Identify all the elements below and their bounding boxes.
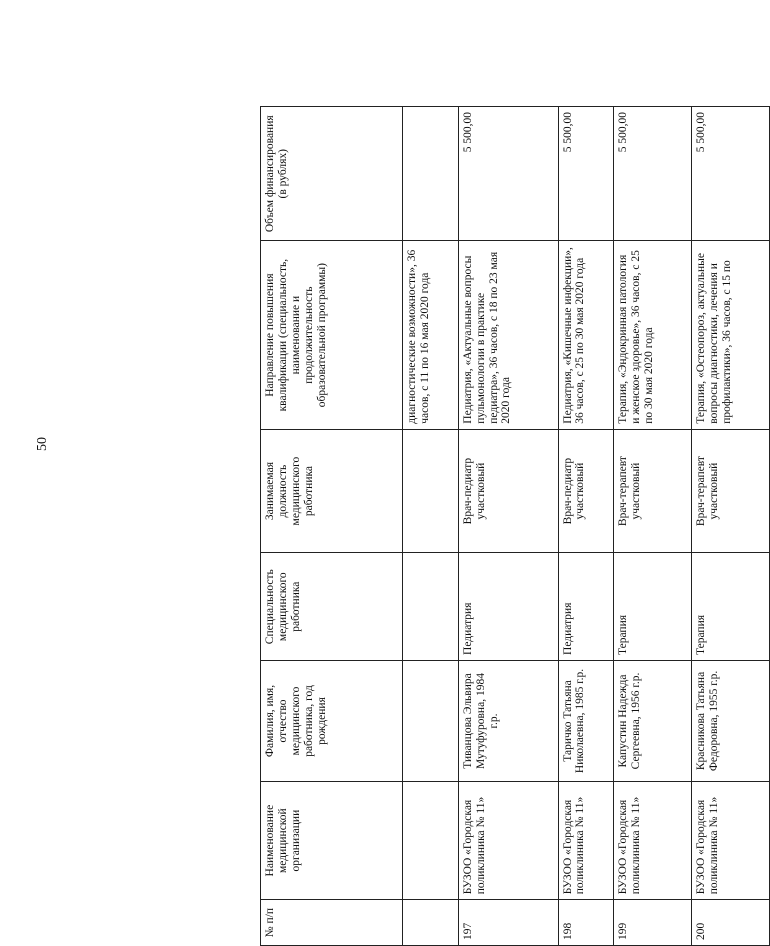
- cell-position: Врач-педиатр участковый: [458, 429, 558, 553]
- table-row: [614, 107, 692, 946]
- table-row: [558, 107, 614, 946]
- cell-position: [403, 429, 459, 553]
- cell-course: Педиатрия, «Актуальные вопросы пульмонологии в практике педиатра», 36 часов, с 18 по 23 мая 2020 года: [458, 241, 558, 429]
- cell-num: 200: [692, 900, 770, 946]
- cell-org: БУЗОО «Городская поликлиника № 11»: [458, 781, 558, 899]
- page-number: 50: [35, 437, 50, 451]
- cell-num: 197: [458, 900, 558, 946]
- cell-name: [403, 660, 459, 781]
- cell-org: БУЗОО «Городская поликлиника № 11»: [558, 781, 614, 899]
- cell-org: БУЗОО «Городская поликлиника № 11»: [614, 781, 692, 899]
- header-position: Занимаемая должность медицинского работника: [261, 429, 403, 553]
- cell-specialty: Педиатрия: [558, 553, 614, 661]
- cell-num: [403, 900, 459, 946]
- cell-course: Терапия, «Остеопороз, актуальные вопросы диагностики, лечения и профилактики», 36 часов, с 15 по: [692, 241, 770, 429]
- cell-position: Врач-терапевт участковый: [692, 429, 770, 553]
- header-row: [261, 107, 403, 946]
- cell-course: Терапия, «Эндокринная патология и женское здоровье», 36 часов, с 25 по 30 мая 2020 года: [614, 241, 692, 429]
- cell-org: [403, 781, 459, 899]
- header-org: Наименование медицинской организации: [261, 781, 403, 899]
- cell-course: Педиатрия, «Кишечные инфекции», 36 часов, с 25 по 30 мая 2020 года: [558, 241, 614, 429]
- cell-course: диагностические возможности», 36 часов, с 11 по 16 мая 2020 года: [403, 241, 459, 429]
- header-amount: Объем финансирования (в рублях): [261, 107, 403, 242]
- continuation-row: [403, 107, 459, 946]
- table-row: [458, 107, 558, 946]
- cell-name: Капустин Надежда Сергеевна, 1956 г.р.: [614, 660, 692, 781]
- rotated-table-container: [260, 112, 770, 946]
- cell-num: 199: [614, 900, 692, 946]
- cell-name: Красникова Татьяна Федоровна, 1955 г.р.: [692, 660, 770, 781]
- cell-specialty: [403, 553, 459, 661]
- table-row: [692, 107, 770, 946]
- header-num: № п/п: [261, 900, 403, 946]
- header-course: Направление повышения квалификации (специальность, наименование и продолжительность образовательной программы): [261, 241, 403, 429]
- header-name: Фамилия, имя, отчество медицинского работника, год рождения: [261, 660, 403, 781]
- training-table: [260, 106, 770, 946]
- cell-amount: 5 500,00: [614, 107, 692, 242]
- cell-specialty: Педиатрия: [458, 553, 558, 661]
- cell-org: БУЗОО «Городская поликлиника № 11»: [692, 781, 770, 899]
- header-specialty: Специальность медицинского работника: [261, 553, 403, 661]
- cell-position: Врач-педиатр участковый: [558, 429, 614, 553]
- cell-position: Врач-терапевт участковый: [614, 429, 692, 553]
- cell-amount: 5 500,00: [458, 107, 558, 242]
- cell-name: Тиванцова Эльвира Мутуфуровна, 1984 г.р.: [458, 660, 558, 781]
- cell-amount: 5 500,00: [692, 107, 770, 242]
- cell-name: Таричко Татьяна Николаевна, 1985 г.р.: [558, 660, 614, 781]
- cell-amount: 5 500,00: [558, 107, 614, 242]
- cell-specialty: Терапия: [692, 553, 770, 661]
- cell-amount: [403, 107, 459, 242]
- cell-specialty: Терапия: [614, 553, 692, 661]
- cell-num: 198: [558, 900, 614, 946]
